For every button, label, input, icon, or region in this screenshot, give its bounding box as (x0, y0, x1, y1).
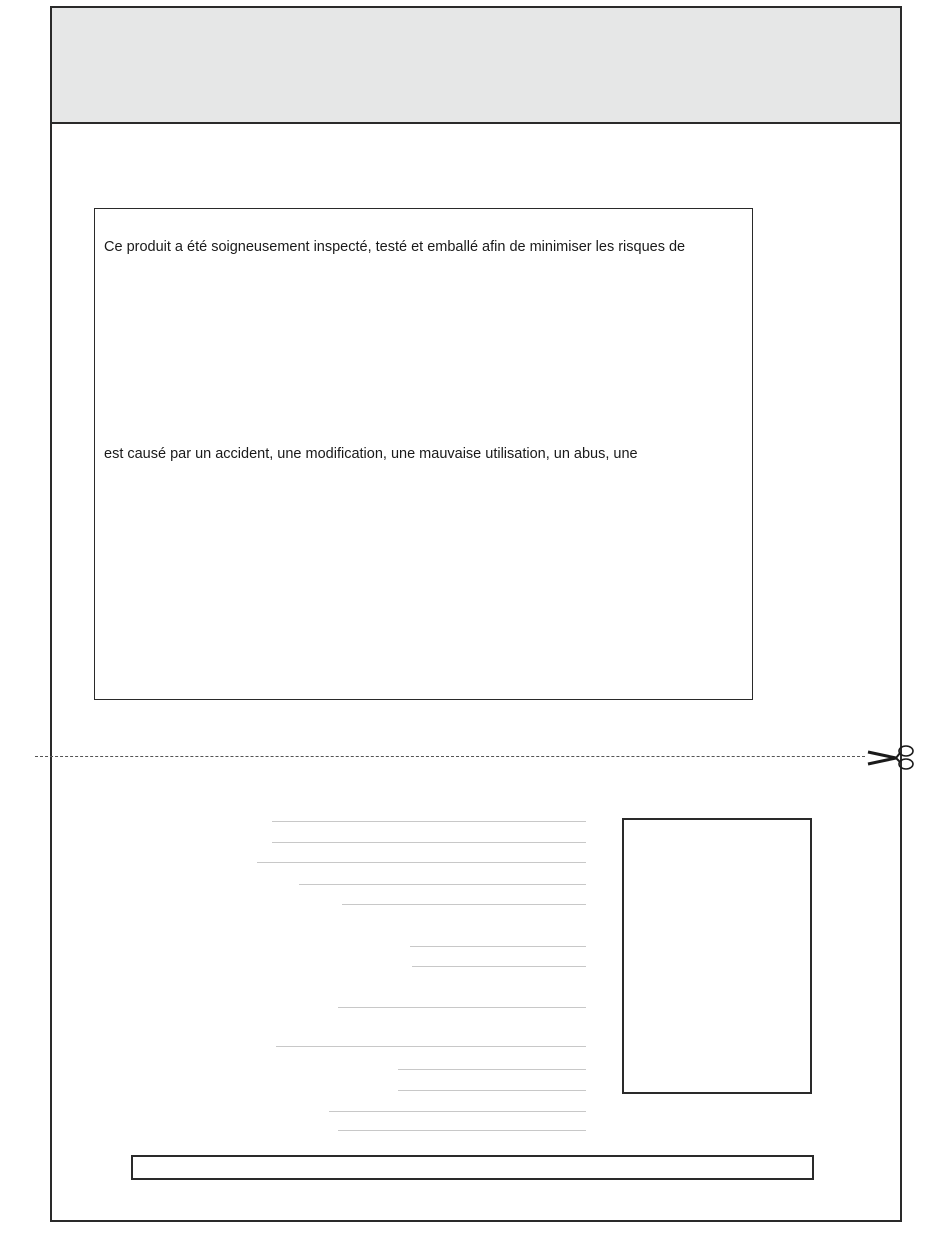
form-field-line[interactable] (412, 966, 586, 967)
form-field-line[interactable] (338, 1007, 586, 1008)
form-field-line[interactable] (398, 1090, 586, 1091)
scissors-icon (866, 742, 920, 772)
form-field-line[interactable] (329, 1111, 586, 1112)
footer-bar (131, 1155, 814, 1180)
header-band (52, 8, 900, 124)
form-field-line[interactable] (272, 821, 586, 822)
form-field-line[interactable] (338, 1130, 586, 1131)
form-field-line[interactable] (342, 904, 586, 905)
form-field-line[interactable] (299, 884, 586, 885)
form-field-line[interactable] (398, 1069, 586, 1070)
form-field-line[interactable] (276, 1046, 586, 1047)
form-field-line[interactable] (257, 862, 586, 863)
warranty-text-box (94, 208, 753, 700)
form-field-line[interactable] (272, 842, 586, 843)
form-field-line[interactable] (410, 946, 586, 947)
warranty-text-line-1: Ce produit a été soigneusement inspecté, testé et emballé afin de minimiser les risques de (104, 239, 686, 255)
cut-line (35, 756, 865, 757)
stamp-box (622, 818, 812, 1094)
warranty-text-line-2: est causé par un accident, une modification, une mauvaise utilisation, un abus, une (104, 446, 638, 462)
